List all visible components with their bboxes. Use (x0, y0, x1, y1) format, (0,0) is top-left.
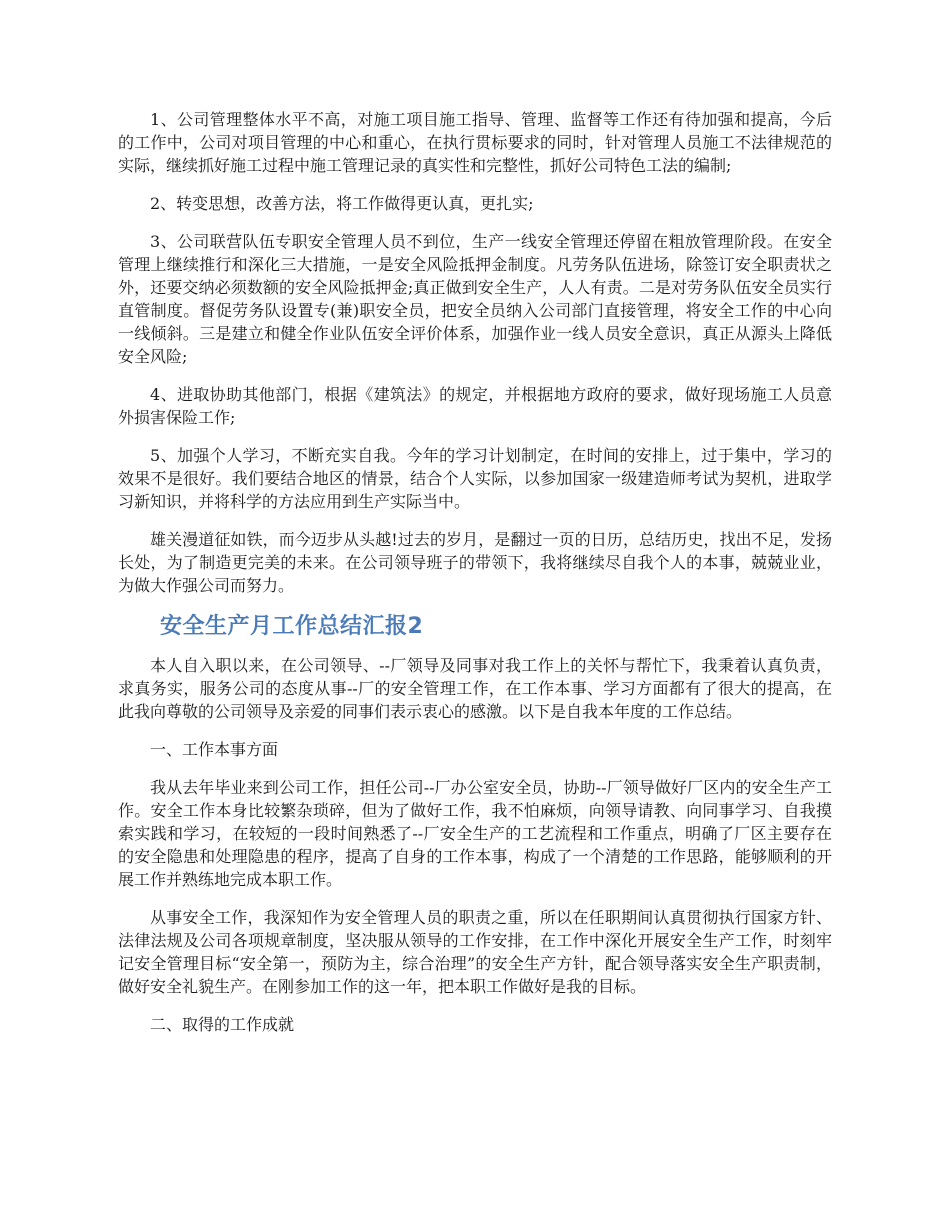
subheading-achievements: 二、取得的工作成就 (150, 1015, 295, 1034)
paragraph-item-5: 5、加强个人学习，不断充实自我。今年的学习计划制定，在时间的安排上，过于集中，学习的效果不是很好。我们要结合地区的情景，结合个人实际，以参加国家一级建造师考试为契机，进取学习新知识，并将科学的方法应用到生产实际当中。 (118, 446, 832, 511)
paragraph-item-1: 1、公司管理整体水平不高，对施工项目施工指导、管理、监督等工作还有待加强和提高，今后的工作中，公司对项目管理的中心和重心，在执行贯标要求的同时，针对管理人员施工不法律规范的实际，继续抓好施工过程中施工管理记录的真实性和完整性，抓好公司特色工法的编制; (118, 110, 832, 175)
subheading-work-ability: 一、工作本事方面 (150, 740, 279, 759)
section-heading: 安全生产月工作总结汇报2 (160, 614, 424, 639)
paragraph-item-2: 2、转变思想，改善方法，将工作做得更认真，更扎实; (150, 194, 534, 213)
paragraph-conclusion: 雄关漫道征如铁，而今迈步从头越!过去的岁月，是翻过一页的日历，总结历史，找出不足，发扬长处，为了制造更完美的未来。在公司领导班子的带领下，我将继续尽自我个人的本事，兢兢业业，为做大作强公司而努力。 (118, 530, 832, 595)
paragraph-item-4: 4、进取协助其他部门，根据《建筑法》的规定，并根据地方政府的要求，做好现场施工人员意外损害保险工作; (118, 385, 832, 427)
paragraph-work-ability: 我从去年毕业来到公司工作，担任公司--厂办公室安全员，协助--厂领导做好厂区内的安全生产工作。安全工作本身比较繁杂琐碎，但为了做好工作，我不怕麻烦，向领导请教、向同事学习、自我摸索实践和学习，在较短的一段时间熟悉了--厂安全生产的工艺流程和工作重点，明确了厂区主要存在的安全隐患和处理隐患的程序，提高了自身的工作本事，构成了一个清楚的工作思路，能够顺利的开展工作并熟练地完成本职工作。 (118, 778, 832, 889)
paragraph-item-3: 3、公司联营队伍专职安全管理人员不到位，生产一线安全管理还停留在粗放管理阶段。在安全管理上继续推行和深化三大措施，一是安全风险抵押金制度。凡劳务队伍进场，除签订安全职责状之外，还要交纳必须数额的安全风险抵押金;真正做到安全生产，人人有责。二是对劳务队伍安全员实行直管制度。督促劳务队设置专(兼)职安全员，把安全员纳入公司部门直接管理，将安全工作的中心向一线倾斜。三是建立和健全作业队伍安全评价体系，加强作业一线人员安全意识，真正从源头上降低安全风险; (118, 232, 832, 366)
paragraph-intro: 本人自入职以来，在公司领导、--厂领导及同事对我工作上的关怀与帮忙下，我秉着认真负责，求真务实，服务公司的态度从事--厂的安全管理工作，在工作本事、学习方面都有了很大的提高，在此我向尊敬的公司领导及亲爱的同事们表示衷心的感激。以下是自我本年度的工作总结。 (118, 656, 832, 721)
paragraph-safety-duty: 从事安全工作，我深知作为安全管理人员的职责之重，所以在任职期间认真贯彻执行国家方针、法律法规及公司各项规章制度，坚决服从领导的工作安排，在工作中深化开展安全生产工作，时刻牢记安全管理目标“安全第一，预防为主，综合治理”的安全生产方针，配合领导落实安全生产职责制，做好安全礼貌生产。在刚参加工作的这一年，把本职工作做好是我的目标。 (118, 908, 832, 996)
